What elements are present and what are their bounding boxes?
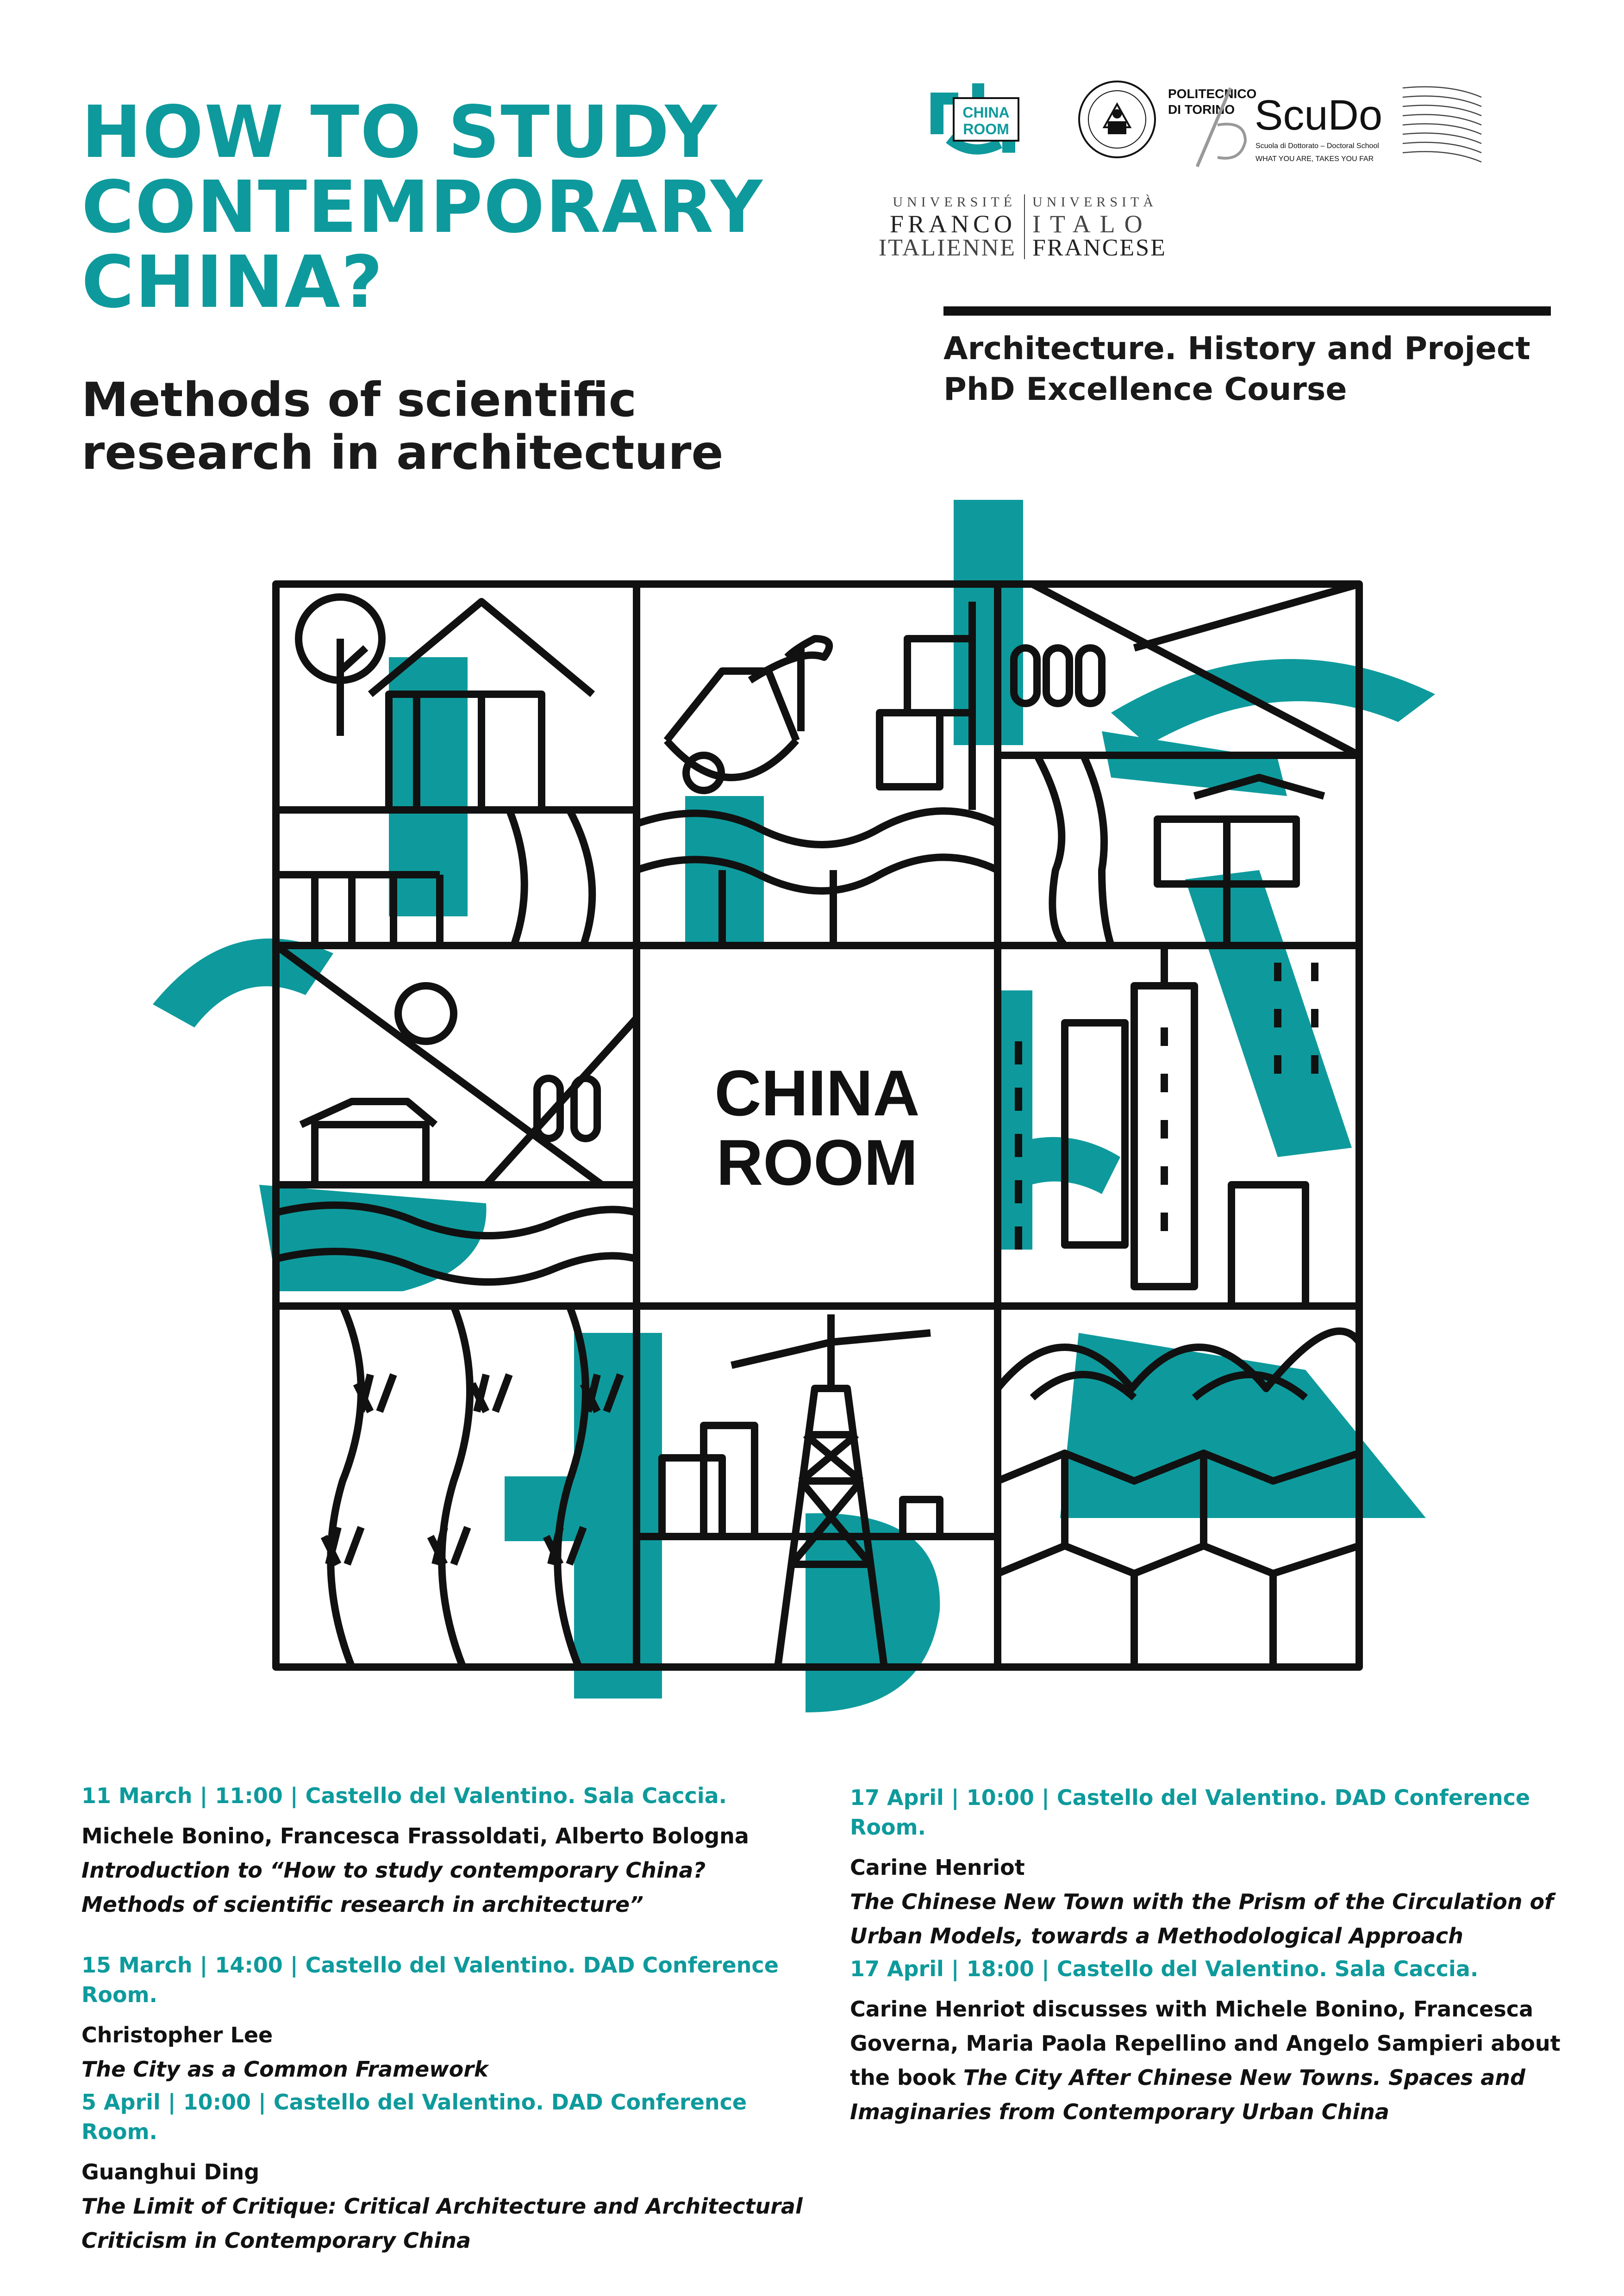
ufi-left-line-3: ITALIENNE (878, 235, 1016, 261)
title-line-3: CHINA? (81, 240, 384, 324)
event-3-head: 5 April | 10:00 | Castello del Valentino. DAD Conference Room. (81, 2090, 747, 2144)
course-info (943, 329, 1551, 410)
page-subtitle (81, 374, 868, 479)
event-2-speakers: Christopher Lee (81, 2022, 273, 2047)
event-2 (81, 1950, 804, 2086)
scudo-logo (1255, 87, 1481, 163)
polito-line-1: POLITECNICO (1168, 87, 1257, 101)
course-line-1: Architecture. History and Project (943, 330, 1530, 367)
center-label (640, 949, 994, 1302)
scudo-waves-icon (1403, 87, 1481, 162)
event-4-speakers: Carine Henriot (850, 1855, 1025, 1880)
event-5-head: 17 April | 18:00 | Castello del Valentino. Sala Caccia. (850, 1956, 1479, 1981)
event-1-speakers: Michele Bonino, Francesca Frassoldati, Alberto Bologna (81, 1823, 749, 1848)
event-1-title: Introduction to “How to study contemporary China? Methods of scientific research in architecture” (81, 1858, 706, 1917)
china-room-logo (931, 83, 1018, 153)
ufi-right-line-2: ITALO (1032, 210, 1152, 238)
polito-seal-logo (1079, 81, 1155, 157)
header-rule (943, 306, 1551, 316)
event-4-head: 17 April | 10:00 | Castello del Valentino. DAD Conference Room. (850, 1785, 1530, 1840)
china-room-logo-line-2: ROOM (963, 121, 1009, 137)
subtitle-line-2: research in architecture (81, 425, 724, 480)
scudo-subtitle: Scuola di Dottorato – Doctoral School (1255, 142, 1379, 150)
ufi-left-line-1: UNIVERSITÉ (893, 194, 1016, 210)
ufi-right-line-3: FRANCESE (1032, 235, 1167, 261)
ufi-logo (879, 194, 1167, 261)
event-1 (81, 1781, 804, 1922)
title-line-1: HOW TO STUDY (81, 90, 718, 174)
event-5 (850, 1954, 1572, 2129)
polito-line-2: DI TORINO (1168, 102, 1235, 117)
polito-logo (1168, 87, 1256, 167)
subtitle-line-1: Methods of scientific (81, 373, 637, 428)
event-4-title: The Chinese New Town with the Prism of the Circulation of Urban Models, towards a Methodological Approach (850, 1889, 1554, 1948)
event-3-title: The Limit of Critique: Critical Architecture and Architectural Criticism in Contemporary China (81, 2194, 803, 2253)
event-3 (81, 2087, 804, 2258)
event-2-title: The City as a Common Framework (81, 2057, 488, 2082)
ufi-left-line-2: FRANCO (889, 210, 1016, 238)
event-5-book-title: The City After Chinese New Towns. Spaces and Imaginaries from Contemporary Urban China (850, 2065, 1525, 2124)
event-1-head: 11 March | 11:00 | Castello del Valentino. Sala Caccia. (81, 1783, 727, 1808)
china-room-illustration (139, 491, 1435, 1749)
title-line-2: CONTEMPORARY (81, 165, 763, 249)
china-room-logo-line-1: CHINA (962, 104, 1010, 121)
scudo-motto: WHAT YOU ARE, TAKES YOU FAR (1255, 155, 1374, 163)
event-4 (850, 1783, 1572, 1953)
page-title (81, 90, 868, 324)
scudo-name: ScuDo (1255, 92, 1383, 139)
course-line-2: PhD Excellence Course (943, 371, 1347, 408)
event-3-speakers: Guanghui Ding (81, 2159, 260, 2184)
event-5-body: Carine Henriot discusses with Michele Bonino, Francesca Governa, Maria Paola Repellino and Angelo Sampieri about the book (850, 1997, 1561, 2090)
event-2-head: 15 March | 14:00 | Castello del Valentino. DAD Conference Room. (81, 1953, 779, 2007)
partner-logos (878, 69, 1551, 282)
event-5-description (850, 1992, 1572, 2129)
center-label-line-1: CHINA (714, 1057, 920, 1129)
ufi-right-line-1: UNIVERSITÀ (1032, 194, 1157, 210)
center-label-line-2: ROOM (716, 1126, 918, 1199)
